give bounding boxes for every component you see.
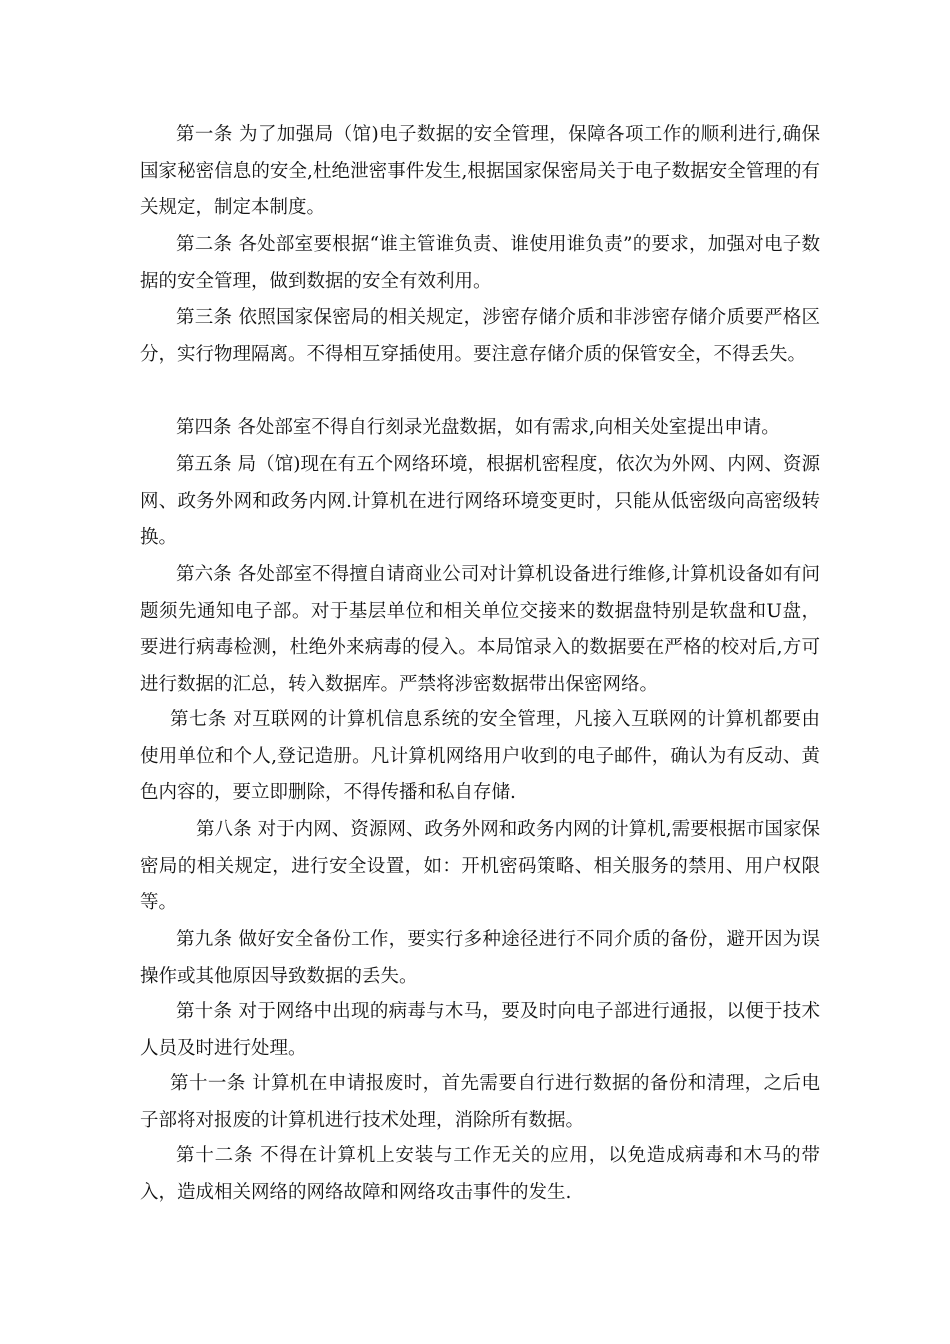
article-2: 第二条 各处部室要根据“谁主管谁负责、谁使用谁负责”的要求，加强对电子数据的安全管理，做到数据的安全有效利用。 — [140, 234, 820, 292]
article-3: 第三条 依照国家保密局的相关规定，涉密存储介质和非涉密存储介质要严格区分，实行物理隔离。不得相互穿插使用。要注意存储介质的保管安全，不得丢失。 — [140, 307, 820, 365]
article-6: 第六条 各处部室不得擅自请商业公司对计算机设备进行维修,计算机设备如有问题须先通知电子部。对于基层单位和相关单位交接来的数据盘特别是软盘和U盘，要进行病毒检测，杜绝外来病毒的侵入。本局馆录入的数据要在严格的校对后,方可进行数据的汇总，转入数据库。严禁将涉密数据带出保密网络。 — [140, 564, 820, 695]
article-11: 第十一条 计算机在申请报废时，首先需要自行进行数据的备份和清理，之后电子部将对报废的计算机进行技术处理，消除所有数据。 — [140, 1073, 820, 1131]
article-8: 第八条 对于内网、资源网、政务外网和政务内网的计算机,需要根据市国家保密局的相关规定，进行安全设置，如：开机密码策略、相关服务的禁用、用户权限等。 — [140, 819, 820, 913]
article-1: 第一条 为了加强局（馆)电子数据的安全管理，保障各项工作的顺利进行,确保国家秘密信息的安全,杜绝泄密事件发生,根据国家保密局关于电子数据安全管理的有关规定，制定本制度。 — [140, 124, 820, 218]
article-9: 第九条 做好安全备份工作，要实行多种途径进行不同介质的备份，避开因为误操作或其他原因导致数据的丢失。 — [140, 929, 820, 987]
article-12: 第十二条 不得在计算机上安装与工作无关的应用，以免造成病毒和木马的带入，造成相关网络的网络故障和网络攻击事件的发生. — [140, 1145, 820, 1203]
article-10: 第十条 对于网络中出现的病毒与木马，要及时向电子部进行通报，以便于技术人员及时进行处理。 — [140, 1001, 820, 1059]
article-7: 第七条 对互联网的计算机信息系统的安全管理，凡接入互联网的计算机都要由使用单位和个人,登记造册。凡计算机网络用户收到的电子邮件，确认为有反动、黄色内容的，要立即删除，不得传播和私自存储. — [140, 709, 820, 803]
article-5: 第五条 局（馆)现在有五个网络环境，根据机密程度，依次为外网、内网、资源网、政务外网和政务内网.计算机在进行网络环境变更时，只能从低密级向高密级转换。 — [140, 454, 820, 548]
article-4: 第四条 各处部室不得自行刻录光盘数据，如有需求,向相关处室提出申请。 — [176, 417, 780, 438]
